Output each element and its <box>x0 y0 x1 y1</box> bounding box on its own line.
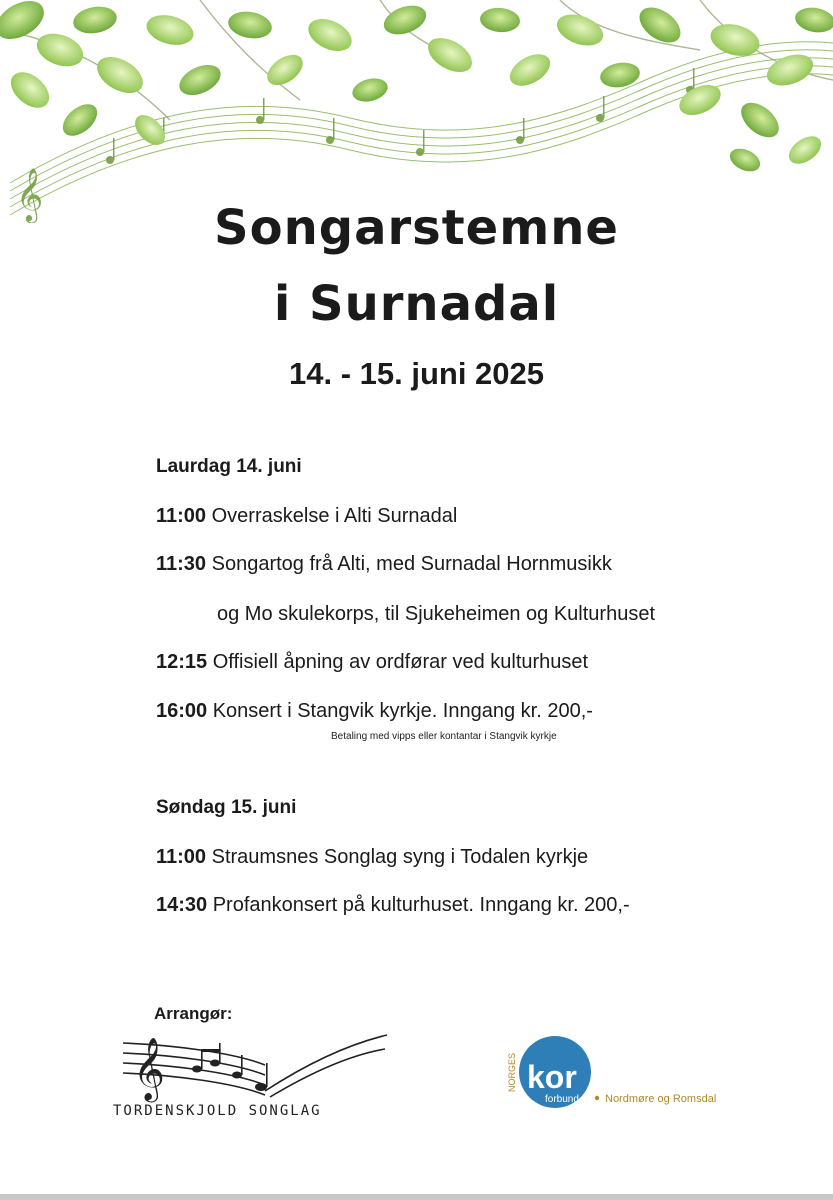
event-text: Offisiell åpning av ordførar ved kulturhuset <box>212 651 589 673</box>
logo-region-text: Nordmøre og Romsdal <box>605 1093 717 1105</box>
event-row <box>156 700 593 723</box>
bottom-divider <box>0 1194 833 1200</box>
page-title-line-2: i Surnadal <box>273 276 560 332</box>
day-heading-saturday: Laurdag 14. juni <box>156 456 302 477</box>
day-heading-sunday: Søndag 15. juni <box>156 797 297 818</box>
payment-note: Betaling med vipps eller kontantar i Stangvik kyrkje <box>331 731 557 742</box>
logo-main-text: kor <box>527 1059 577 1095</box>
korforbund-circle-icon <box>505 1030 725 1120</box>
event-time: 11:00 <box>156 846 207 868</box>
event-text: Straumsnes Songlag syng i Todalen kyrkje <box>211 846 589 868</box>
event-time: 12:15 <box>156 651 208 673</box>
page-title-line-1: Songarstemne <box>214 200 619 256</box>
event-row <box>156 553 612 576</box>
event-text: Konsert i Stangvik kyrkje. Inngang kr. 200,- <box>212 700 593 722</box>
logo-vertical-text: NORGES <box>507 1052 517 1092</box>
event-time: 14:30 <box>156 894 208 916</box>
event-row <box>156 894 630 917</box>
svg-text:𝄞: 𝄞 <box>133 1037 165 1100</box>
event-text: Songartog frå Alti, med Surnadal Hornmusikk <box>211 553 612 575</box>
event-continuation: og Mo skulekorps, til Sjukeheimen og Kulturhuset <box>217 603 656 625</box>
event-time: 11:30 <box>156 553 207 575</box>
arranger-name: TORDENSKJOLD SONGLAG <box>113 1103 322 1119</box>
event-text: Profankonsert på kulturhuset. Inngang kr. 200,- <box>212 894 630 916</box>
event-row <box>156 846 588 869</box>
event-row <box>156 651 588 674</box>
svg-text:𝄞: 𝄞 <box>16 167 44 221</box>
event-dates: 14. - 15. juni 2025 <box>288 356 545 391</box>
event-time: 16:00 <box>156 700 208 722</box>
event-text: Overraskelse i Alti Surnadal <box>211 505 458 527</box>
event-time: 11:00 <box>156 505 207 527</box>
arranger-label: Arrangør: <box>154 1004 233 1023</box>
logo-sub-text: forbund <box>545 1094 579 1105</box>
event-row <box>156 505 457 528</box>
